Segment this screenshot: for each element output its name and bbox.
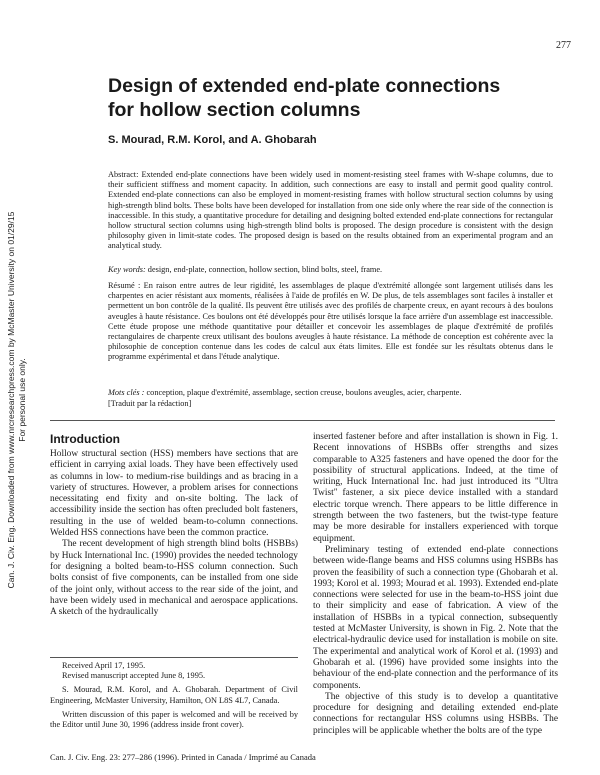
keywords-label: Key words: [108, 265, 146, 274]
paper-title: Design of extended end-plate connections for hollow section columns [108, 75, 501, 121]
discussion-note: Written discussion of this paper is welcomed and will be received by the Editor until June 30, 1996 (address inside front cover). [50, 709, 298, 730]
resume-keywords [108, 388, 553, 398]
abstract-keywords [108, 265, 553, 275]
introduction-left-column [50, 449, 298, 618]
received-date: Received April 17, 1995. [62, 661, 146, 670]
keywords-text: design, end-plate, connection, hollow section, blind bolts, steel, frame. [147, 265, 383, 274]
translation-note: [Traduit par la rédaction] [108, 399, 192, 408]
section-divider [50, 420, 555, 421]
revised-date: Revised manuscript accepted June 8, 1995. [62, 671, 206, 681]
download-notice-line1: Can. J. Civ. Eng. Downloaded from www.nrcresearchpress.com by McMaster University on 01/29/15 [6, 211, 16, 589]
footnote [50, 661, 298, 734]
footnote-divider [50, 657, 298, 658]
download-notice [6, 212, 28, 589]
paragraph: Hollow structural section (HSS) members have sections that are efficient in carrying axial loads. They have been effectively used as columns in low- to medium-rise buildings and as bracing in a variety of structures. However, a problem arises for connections necessitating end fixity and on-site bolting. The lack of accessibility inside the section has often precluded bolt fasteners, resulting in the use of welded beam-to-column connections. Welded HSS connections have been the common practice. [50, 449, 298, 539]
paragraph: The objective of this study is to develop a quantitative procedure for designing and detailing extended end-plate connections for rectangular HSS columns using HSBBs. The principles will be applicable whether the bolts are of the type [313, 691, 558, 736]
author-affiliation: S. Mourad, R.M. Korol, and A. Ghobarah. Department of Civil Engineering, McMaster University, Hamilton, ON L8S 4L7, Canada. [50, 685, 298, 705]
paragraph: inserted fastener before and after installation is shown in Fig. 1. Recent innovations of HSBBs offer strengths and sizes comparable to A325 fasteners and have opened the door for the possibility of structural applications. Indeed, at the time of writing, Huck International Inc. had just introduced its "Ultra Twist" fastener, a six piece device installed with a standard electric torque wrench. There appears to be little difference in strength between the two fasteners, but the twist-type feature may be more desirable for installers experienced with torque equipment. [313, 432, 558, 544]
author-list: S. Mourad, R.M. Korol, and A. Ghobarah [108, 134, 317, 146]
page-number: 277 [556, 40, 571, 51]
download-notice-line2: For personal use only. [17, 358, 27, 442]
mots-cles-label: Mots clés : [108, 388, 145, 397]
abstract: Abstract: Extended end-plate connections have been widely used in moment-resisting steel frames with W-shape columns, due to their sufficient stiffness and moment capacity. In addition, such connections are easy to install and permit good quality control. Extended end-plate connections can also be employed in moment-resisting frames with hollow structural section columns by using high-strength blind bolts. These bolts have been developed for installation from one side only where the rear side of the connection is inaccessible. In this study, a quantitative procedure for detailing and designing bolted extended end-plate connections for rectangular hollow structural section columns using high-strength blind bolts is proposed. The design procedure is consistent with the design philosophy given in limit-state codes. The proposed design is based on the results obtained from an experimental program and an analytical study. [108, 170, 553, 251]
paragraph: Preliminary testing of extended end-plate connections between wide-flange beams and HSS columns using HSBBs has proven the feasibility of such a connection type (Ghobarah et al. 1993; Korol et al. 1993; Mourad et al. 1993). Extended end-plate connections were selected for use in the beam-to-HSS joint due to their simplicity and ease of fabrication. A view of the installation of HSBBs in a typical connection, subsequently tested at McMaster University, is shown in Fig. 2. Note that the electrical-hydraulic device used for installation is mobile on site. The experimental and analytical work of Korol et al. (1993) and Ghobarah et al. (1996) have provided some insights into the behaviour of the end-plate connection and the performance of its components. [313, 544, 558, 691]
paragraph: The recent development of high strength blind bolts (HSBBs) by Huck International Inc. (1990) provides the needed technology for designing a bolted beam-to-HSS column connection. Such bolts consist of five components, can be installed from one side of the joint only, without access to the rear side of the joint, and have been widely used in mechanical and aerospace applications. A sketch of the hydraulically [50, 539, 298, 618]
introduction-heading: Introduction [50, 432, 120, 446]
resume: Résumé : En raison entre autres de leur rigidité, les assemblages de plaque d'extrémité allongée sont largement utilisés dans les charpentes en acier résistant aux moments, réalisées à l'aide de profilés en W. De plus, de tels assemblages sont faciles à installer et permettent un bon contrôle de la qualité. Ils peuvent être utilisés avec des profilés de charpente creux, en ayant recours à des boulons aveugles à haute résistance. Ces boulons ont été développés pour être utilisés lorsque la face arrière d'un assemblage est inaccessible. Cette étude propose une méthode quantitative pour détailler et concevoir les assemblages de plaque d'extrémité de profilés rectangulaires de charpente creux utilisant des boulons aveugles à haute résistance. La méthode de conception est cohérente avec la philosophie de conception contenue dans les codes de calcul aux états limites. Elle est fondée sur les résultats obtenus dans le programme expérimental et dans l'étude analytique. [108, 281, 553, 362]
side-note [2, 100, 32, 700]
introduction-right-column [313, 432, 558, 737]
running-footer: Can. J. Civ. Eng. 23: 277–286 (1996). Printed in Canada / Imprimé au Canada [50, 752, 316, 762]
mots-cles-text: conception, plaque d'extrémité, assemblage, section creuse, boulons aveugles, acier, charpente. [146, 388, 462, 397]
